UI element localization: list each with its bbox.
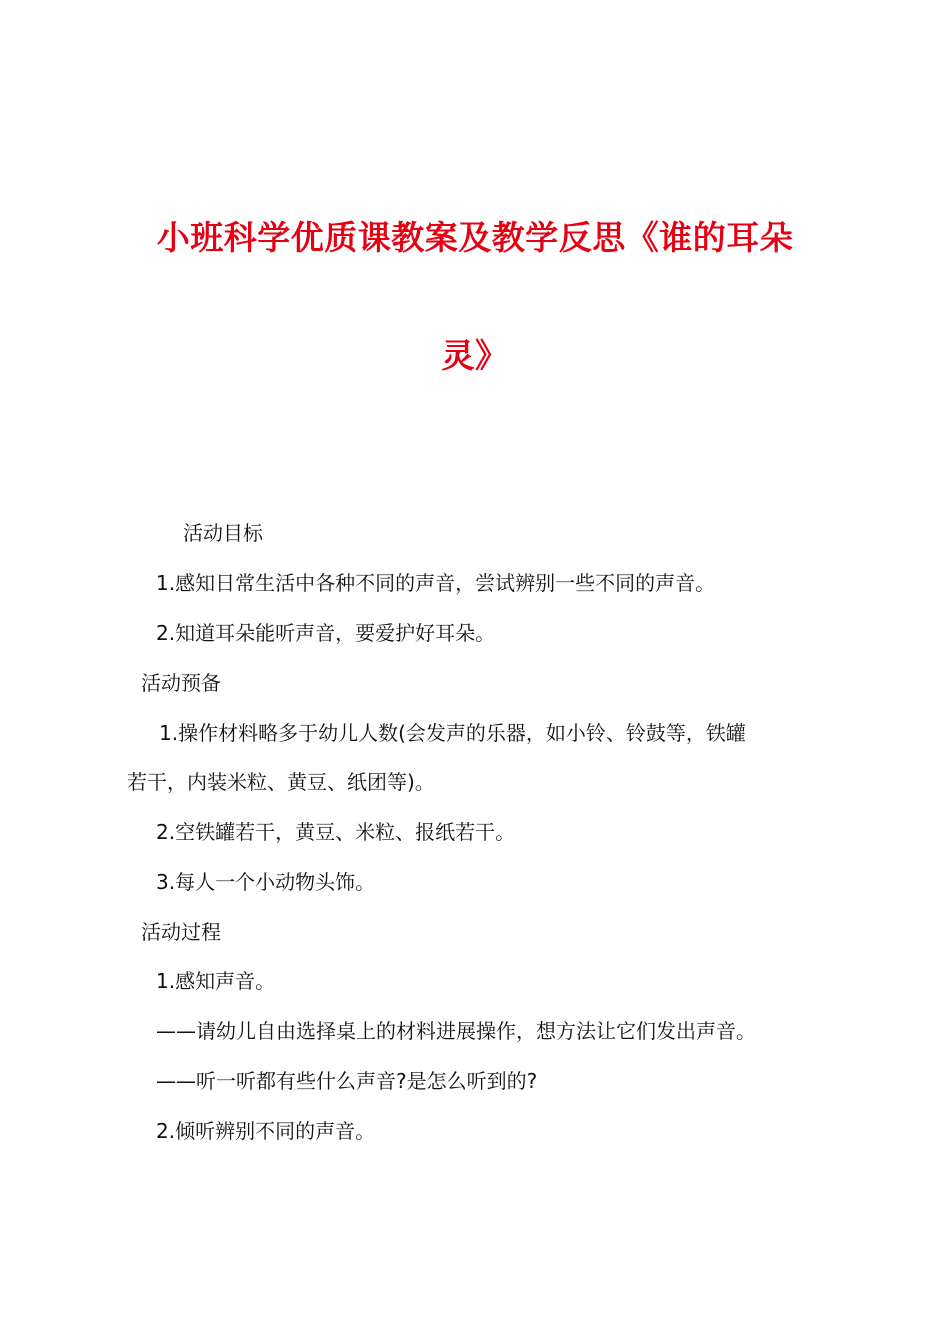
process-item-1b: ——听一听都有些什么声音?是怎么听到的? <box>156 1069 538 1093</box>
prep-item-3: 3.每人一个小动物头饰。 <box>156 870 376 894</box>
prep-item-1-line-1: 1.操作材料略多于幼儿人数(会发声的乐器，如小铃、铃鼓等，铁罐 <box>159 721 746 745</box>
document-title-line-2: 灵》 <box>441 336 509 375</box>
prep-item-1-line-2: 若干，内装米粒、黄豆、纸团等)。 <box>127 770 435 794</box>
section-heading-goals: 活动目标 <box>183 521 263 545</box>
goal-item-2: 2.知道耳朵能听声音，要爱护好耳朵。 <box>156 621 496 645</box>
prep-item-2: 2.空铁罐若干，黄豆、米粒、报纸若干。 <box>156 820 516 844</box>
document-title-line-1: 小班科学优质课教案及教学反思《谁的耳朵 <box>156 218 794 257</box>
goal-item-1: 1.感知日常生活中各种不同的声音，尝试辨别一些不同的声音。 <box>156 571 716 595</box>
process-item-1a: ——请幼儿自由选择桌上的材料进展操作，想方法让它们发出声音。 <box>156 1019 756 1043</box>
process-item-1: 1.感知声音。 <box>156 969 276 993</box>
section-heading-process: 活动过程 <box>141 920 221 944</box>
process-item-2: 2.倾听辨别不同的声音。 <box>156 1119 376 1143</box>
section-heading-prep: 活动预备 <box>141 671 221 695</box>
